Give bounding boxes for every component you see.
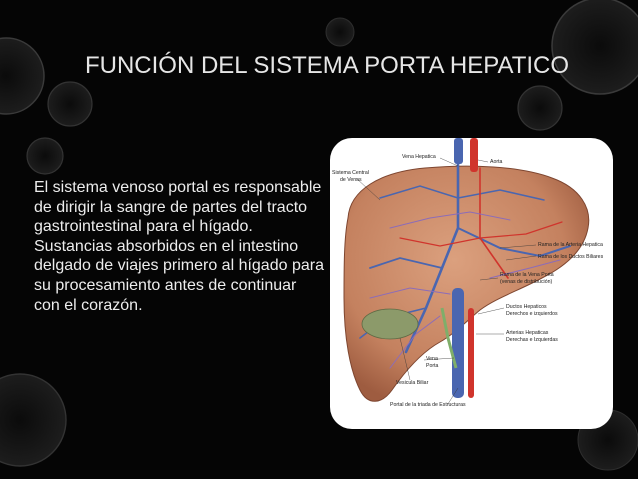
label-ductos-hepaticos: Ductos Hepaticos <box>506 304 547 310</box>
label-arterias-hepaticas: Arterias Hepaticas <box>506 330 549 336</box>
bubble <box>48 82 92 126</box>
label-rama-ductos-biliares: Rama de los Ductos Biliares <box>538 254 604 260</box>
gallbladder <box>362 309 418 339</box>
label-porta: Porta <box>426 363 439 369</box>
label-rama-vena-porta: Rama de la Vena Porta <box>500 272 554 278</box>
slide-body-text: El sistema venoso portal es responsable de dirigir la sangre de partes del tracto gastrointestinal para el hígado. Sustancias absorbidos en el intestino delgado de viajes primero al hígado para su procesamiento antes de continuar con el corazón. <box>34 179 324 314</box>
bubble <box>0 38 44 114</box>
hepatic-artery <box>468 308 474 398</box>
label-vesicula-biliar: Vesicula Biliar <box>396 380 429 386</box>
slide-title: FUNCIÓN DEL SISTEMA PORTA HEPATICO <box>84 52 570 79</box>
label-portal-triada: Portal de la triada de Estructuras <box>390 402 466 408</box>
bubble <box>27 138 63 174</box>
label-sistema-central-2: de Venas <box>340 177 362 183</box>
aorta <box>470 138 478 172</box>
label-ductos-hepaticos-2: Derechos e izquierdos <box>506 311 558 317</box>
label-vena-hepatica: Vena Hepatica <box>402 154 436 160</box>
liver-diagram <box>330 138 613 429</box>
label-rama-vena-porta-2: (venas de distribución) <box>500 279 553 285</box>
label-arterias-hepaticas-2: Derechas e Izquierdas <box>506 337 558 343</box>
label-vena: Vena <box>426 356 438 362</box>
portal-vein <box>452 288 464 398</box>
bubble <box>0 374 66 466</box>
bubble <box>326 18 354 46</box>
vena-hepatica-trunk <box>454 138 463 164</box>
liver-illustration <box>330 138 613 429</box>
label-sistema-central: Sistema Central <box>332 170 369 176</box>
label-rama-arteria-hepatica: Rama de la Arteria Hepatica <box>538 242 603 248</box>
label-aorta: Aorta <box>490 159 503 165</box>
bubble <box>518 86 562 130</box>
